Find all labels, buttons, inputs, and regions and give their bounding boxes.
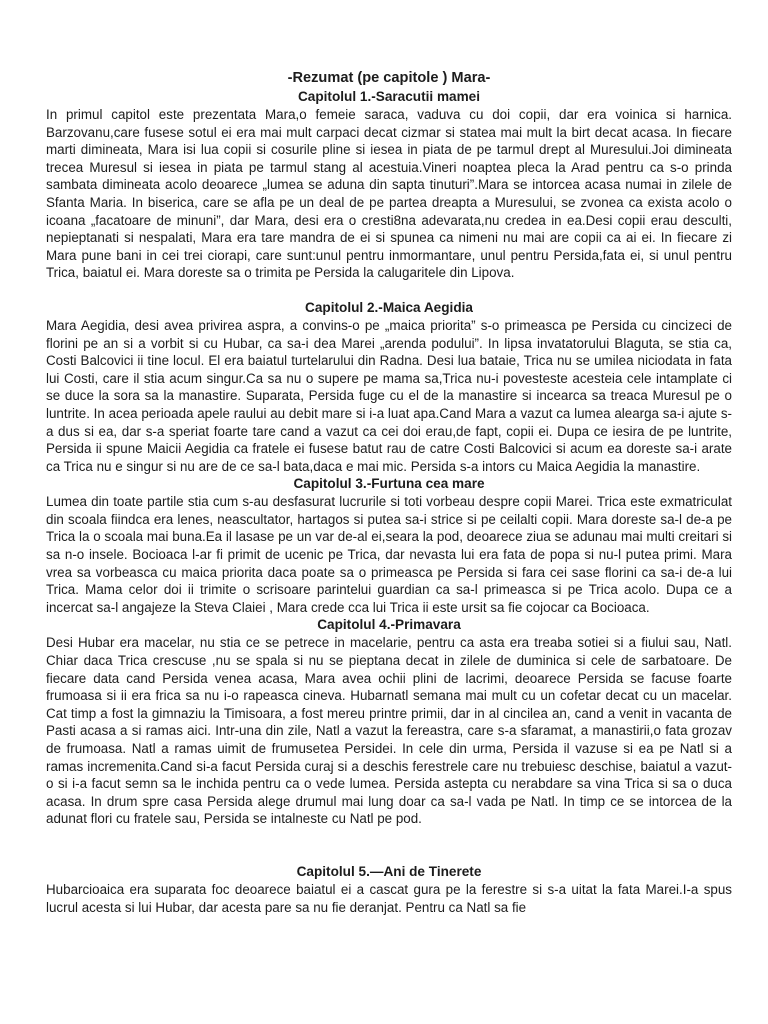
chapter-5-heading: Capitolul 5.—Ani de Tinerete xyxy=(296,863,482,879)
chapter-5-text: Hubarcioaica era suparata foc deoarece baiatul ei a cascat gura pe la ferestre si s-a uitat la fata Marei.I-a spus lucrul acesta si lui Hubar, dar acesta pare sa nu fie deranjat. Pentru ca Natl sa fie xyxy=(46,881,732,915)
chapter-2-text: Mara Aegidia, desi avea privirea aspra, a convins-o pe „maica priorita” s-o primeasca pe Persida cu cincizeci de florini pe an si a vorbit si cu Hubar, ca sa-i dea Marei „arenda podului”. In lipsa invatatorului Blaguta, se stia ca, Costi Balcovici ii tine locul. El era baiatul turtelarului din Radna. Desi lua bataie, Trica nu se umilea niciodata in fata lui Costi, care il stia acum singur.Ca sa nu o supere pe mama sa,Trica nu-i povesteste acesteia cele intamplate ci se duce la sora sa la manastire. Suparata, Persida fuge cu el de la manastire si incearca sa treaca Muresul pe o luntrite. In acea perioada apele raului au debit mare si i-a luat apa.Cand Mara a vazut ca lumea alearga sa-i ajute s-a dus si ea, dar s-a speriat foarte tare cand a vazut ca cei doi erau,de fapt, copii ei. Dupa ce iesira de pe luntrite, Persida ii spune Maicii Aegidia ca fratele ei fusese batut rau de catre Costi Balcovici si acum ea doreste sa-i arate ca Trica nu e singur si nu are de ce sa-l bata,daca e mai mic. Persida s-a intors cu Maica Aegidia la manastire. xyxy=(46,317,732,474)
chapter-4-text: Desi Hubar era macelar, nu stia ce se petrece in macelarie, pentru ca asta era treaba sotiei si a fiului sau, Natl. Chiar daca Trica crescuse ,nu se spala si nu se pieptana decat in zilele de duminica si cele de sarbatoare. De fiecare data cand Persida venea acasa, Mara avea ochii plini de lacrimi, deoarece Persida se facuse foarte frumoasa si ii era frica sa nu i-o rapeasca cineva. Hubarnatl semana mai mult cu un cofetar decat cu un macelar. Cat timp a fost la gimnaziu la Timisoara, a fost mereu printre primii, dar in al cincilea an, cand a venit in vacanta de Pasti acasa a si ramas aici. Intr-una din zile, Natl a vazut la fereastra, care s-a sfaramat, a manastirii,o fata grozav de frumoasa. Natl a ramas uimit de frumusetea Persidei. In cele din urma, Persida il vazuse si ea pe Natl si a ramas incremenita.Cand si-a facut Persida curaj si a deschis ferestrele care nu trebuiesc deschise, baiatul a vazut-o si i-a facut semn sa le inchida pentru ca o vede lumea. Persida astepta cu nerabdare sa vina Trica si sa o duca acasa. In drum spre casa Persida alege drumul mai lung doar ca sa-l vada pe Natl. In timp ce se intorcea de la adunat flori cu fratele sau, Persida se intalneste cu Natl pe pod. xyxy=(46,635,732,827)
chapter-1-text: In primul capitol este prezentata Mara,o femeie saraca, vaduva cu doi copii, dar era voinica si harnica. Barzovanu,care fusese sotul ei era mai mult carpaci decat cizmar si statea mai mult la birt decat acasa. In fiecare marti dimineata, Mara isi lua copii si cosurile pline si iesea in piata de pe tarmul drept al Muresului.Joi dimineata trecea Muresul si iesea in piata pe tarmul stang al acestuia.Vineri noaptea pleca la Arad pentru ca s-o prinda sambata dimineata acolo deoarece „lumea se aduna din sapta tinuturi”.Mara se intorcea acasa numai in zilele de Sfanta Maria. In biserica, care se afla pe un deal de pe partea dreapta a Muresului, se zvonea ca exista acolo o icoana „facatoare de minuni”, dar Mara, desi era o cresti8na adevarata,nu credea in ea.Desi copii erau desculti, nepieptanati si nespalati, Mara era tare mandra de ei si spunea ca nimeni nu mai are copii ca ai ei. In fiecare zi Mara pune bani in cei trei ciorapi, care sunt:unul pentru inmormantare, unul pentru Persida,fata ei, si unul pentru Trica, baiatul ei. Mara doreste sa o trimita pe Persida la calugaritele din Lipova. xyxy=(46,107,732,281)
chapter-2-heading: Capitolul 2.-Maica Aegidia xyxy=(305,299,473,315)
document-page xyxy=(46,68,732,916)
paragraph-spacer xyxy=(46,282,732,299)
document-title: -Rezumat (pe capitole ) Mara- xyxy=(287,70,491,86)
chapter-3-heading: Capitolul 3.-Furtuna cea mare xyxy=(293,476,485,492)
chapter-1-heading: Capitolul 1.-Saracutii mamei xyxy=(297,89,481,104)
chapter-3-text: Lumea din toate partile stia cum s-au desfasurat lucrurile si toti vorbeau despre copii Marei. Trica este exmatriculat din scoala fiindca era lenes, neascultator, hartagos si putea sa-i strice si pe ceilalti copii. Mara doreste sa-l de-a pe Trica la o scoala mai buna.Ea il lasase pe un var de-al ei,seara la pod, deoarece ziua se adunau mai multi creitari si sa n-o insele. Bocioaca l-ar fi primit de ucenic pe Trica, dar nevasta lui era fata de popa si nu-l putea primi. Mara vrea sa vorbeasca cu maica priorita daca poate sa o primeasca pe Persida si fara cei sase florini ca sa-i de-a lui Trica. Mama celor doi ii trimite o scrisoare parintelui guardian ca sa-l primeasca si pe Trica acolo. Dupa ce a incercat sa-l angajeze la Steva Claiei , Mara crede cca lui Trica ii este ursit sa fie cojocar ca Bocioaca. xyxy=(46,494,732,615)
chapter-4-heading: Capitolul 4.-Primavara xyxy=(317,617,461,633)
paragraph-spacer xyxy=(46,828,732,863)
